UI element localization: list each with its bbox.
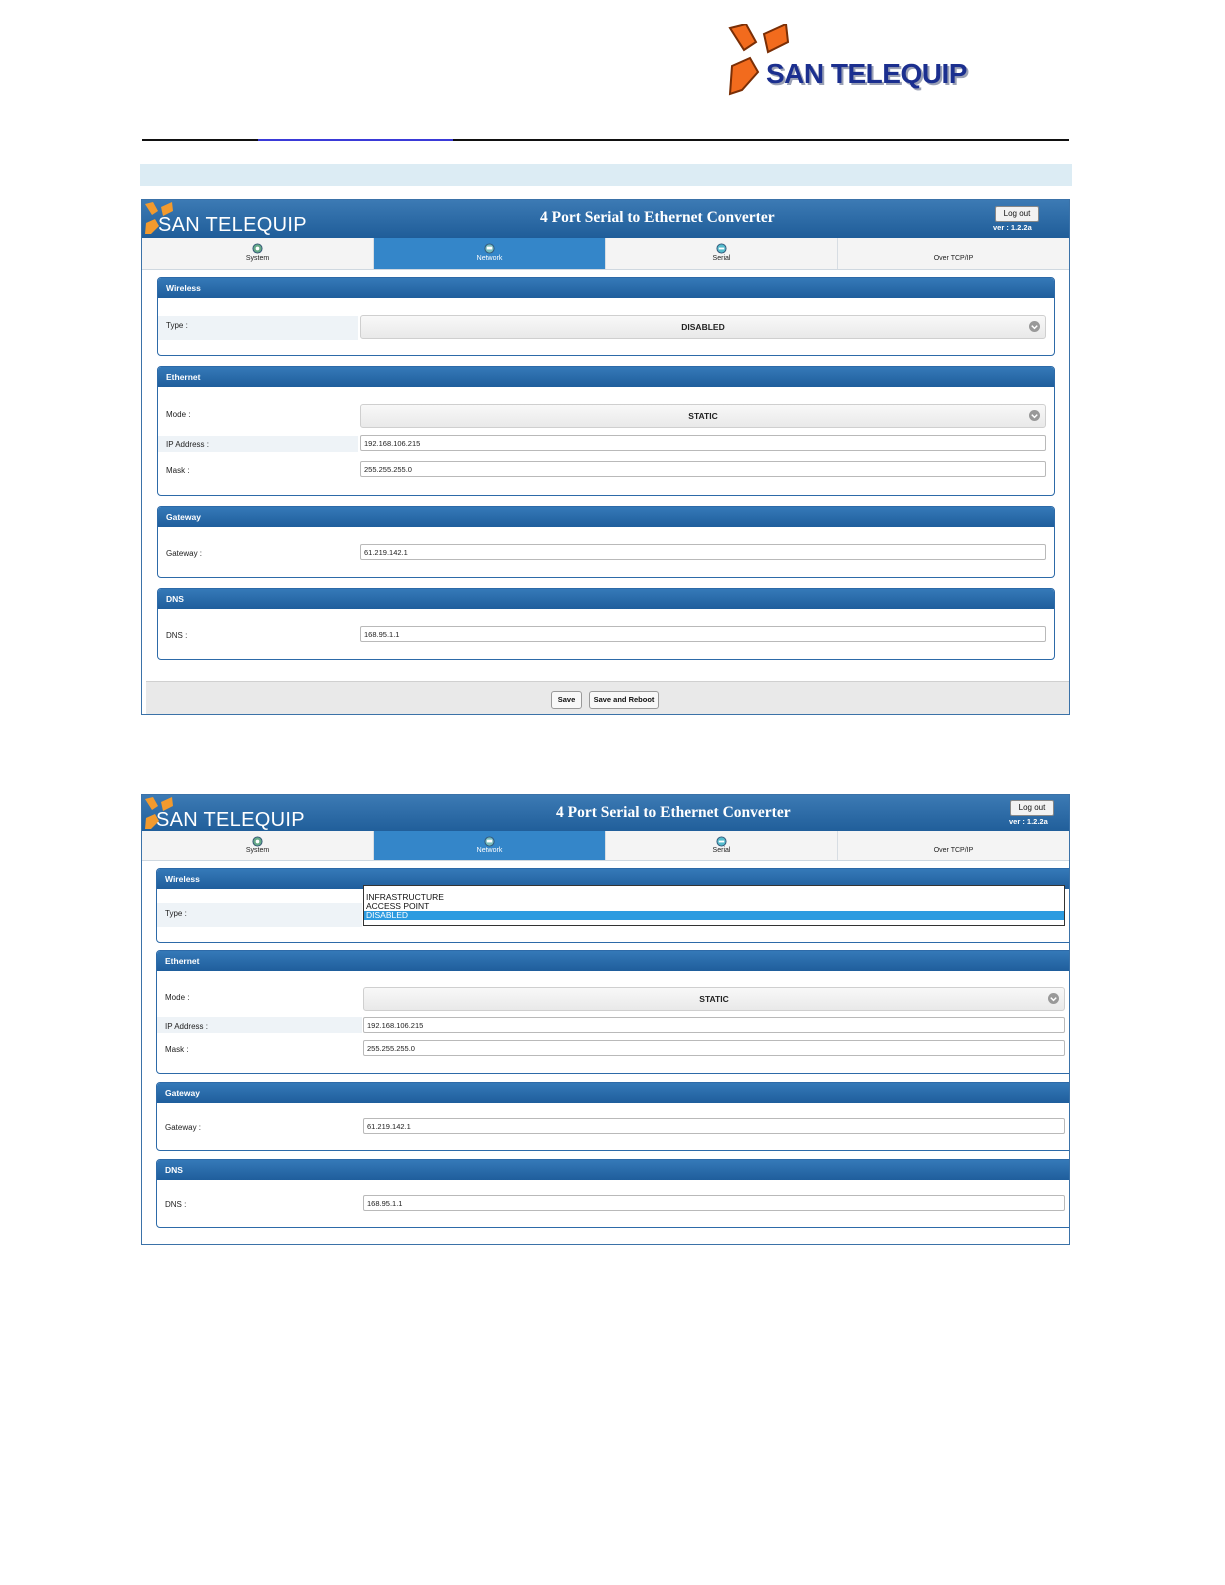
app-header [142,200,1069,238]
type-label: Type : [166,321,188,330]
ethernet-mode-select[interactable] [363,987,1065,1011]
network-settings-screenshot-2 [141,794,1070,1245]
gateway-input[interactable]: 61.219.142.1 [363,1118,1065,1134]
section-title: Gateway [157,1083,1070,1103]
section-title: Ethernet [157,951,1070,971]
wireless-type-select[interactable] [360,315,1046,339]
wireless-type-dropdown[interactable] [363,885,1065,926]
tab-system[interactable] [142,238,374,269]
app-brand-text: SAN TELEQUIP [156,809,305,831]
version-label: ver : 1.2.2a [993,223,1032,232]
select-value: STATIC [688,411,718,421]
wireless-section [156,868,1070,943]
tab-serial[interactable] [606,831,838,860]
ethernet-section [156,950,1070,1074]
document-brand-text: SAN TELEQUIP [766,58,967,89]
chevron-down-icon [1029,321,1040,332]
tab-bar [142,831,1069,861]
tab-network[interactable] [374,831,606,860]
gateway-input[interactable]: 61.219.142.1 [360,544,1046,560]
gateway-label: Gateway : [165,1123,202,1132]
serial-icon [716,243,727,254]
tab-label: Network [476,847,503,854]
dropdown-option-infrastructure[interactable]: INFRASTRUCTURE [366,892,444,902]
tab-label: Network [476,255,503,262]
mask-input[interactable]: 255.255.255.0 [360,461,1046,477]
ip-address-label: IP Address : [165,1022,208,1031]
header-band [140,164,1072,186]
label-background [157,903,362,927]
dns-input[interactable]: 168.95.1.1 [360,626,1046,642]
ip-address-input[interactable]: 192.168.106.215 [363,1017,1065,1033]
select-value: STATIC [699,994,729,1004]
ethernet-section [157,366,1055,496]
chevron-down-icon [1048,993,1059,1004]
dns-section [157,588,1055,660]
tab-over-tcp-ip[interactable] [838,831,1069,860]
save-button[interactable]: Save [551,691,582,709]
mode-label: Mode : [165,993,190,1002]
gear-icon [252,243,263,254]
gateway-section [156,1082,1070,1151]
tab-over-tcp-ip[interactable] [838,238,1069,269]
app-title: 4 Port Serial to Ethernet Converter [556,804,791,821]
logout-button[interactable]: Log out [1010,800,1054,816]
ip-address-label: IP Address : [166,440,209,449]
tab-label: System [245,255,270,262]
tab-label: System [245,847,270,854]
dropdown-option-disabled[interactable]: DISABLED [364,911,1064,920]
app-title: 4 Port Serial to Ethernet Converter [540,209,775,226]
dns-label: DNS : [166,631,188,640]
network-icon [484,243,495,254]
ip-address-input[interactable]: 192.168.106.215 [360,435,1046,451]
section-title: Ethernet [158,367,1054,387]
save-and-reboot-button[interactable]: Save and Reboot [589,691,659,709]
dns-input[interactable]: 168.95.1.1 [363,1195,1065,1211]
dropdown-option-access-point[interactable]: ACCESS POINT [366,901,430,911]
tab-label: Over TCP/IP [933,847,974,854]
serial-icon [716,836,727,847]
section-title: Wireless [158,278,1054,298]
tab-serial[interactable] [606,238,838,269]
section-title: DNS [158,589,1054,609]
header-divider-accent [258,139,453,141]
version-label: ver : 1.2.2a [1009,817,1048,826]
logout-button[interactable]: Log out [995,206,1039,222]
section-title: Wireless [157,869,1070,889]
network-icon [484,836,495,847]
section-title: DNS [157,1160,1070,1180]
mask-input[interactable]: 255.255.255.0 [363,1040,1065,1056]
tab-label: Serial [712,255,731,262]
tab-network[interactable] [374,238,606,269]
ethernet-mode-select[interactable] [360,404,1046,428]
app-header [142,795,1069,833]
tab-bar [142,238,1069,270]
gear-icon [252,836,263,847]
mode-label: Mode : [166,410,191,419]
label-background [158,316,358,340]
footer-bar [146,681,1069,714]
mask-label: Mask : [165,1045,189,1054]
tab-label: Over TCP/IP [933,255,974,262]
tab-label: Serial [712,847,731,854]
chevron-down-icon [1029,410,1040,421]
section-title: Gateway [158,507,1054,527]
san-telequip-document-logo [728,24,968,98]
select-value: DISABLED [681,322,725,332]
dns-label: DNS : [165,1200,187,1209]
mask-label: Mask : [166,466,190,475]
type-label: Type : [165,909,187,918]
dns-section [156,1159,1070,1228]
wireless-section [157,277,1055,356]
tab-system[interactable] [142,831,374,860]
network-settings-screenshot-1 [141,199,1070,715]
app-brand-text: SAN TELEQUIP [158,214,307,236]
gateway-section [157,506,1055,578]
gateway-label: Gateway : [166,549,203,558]
